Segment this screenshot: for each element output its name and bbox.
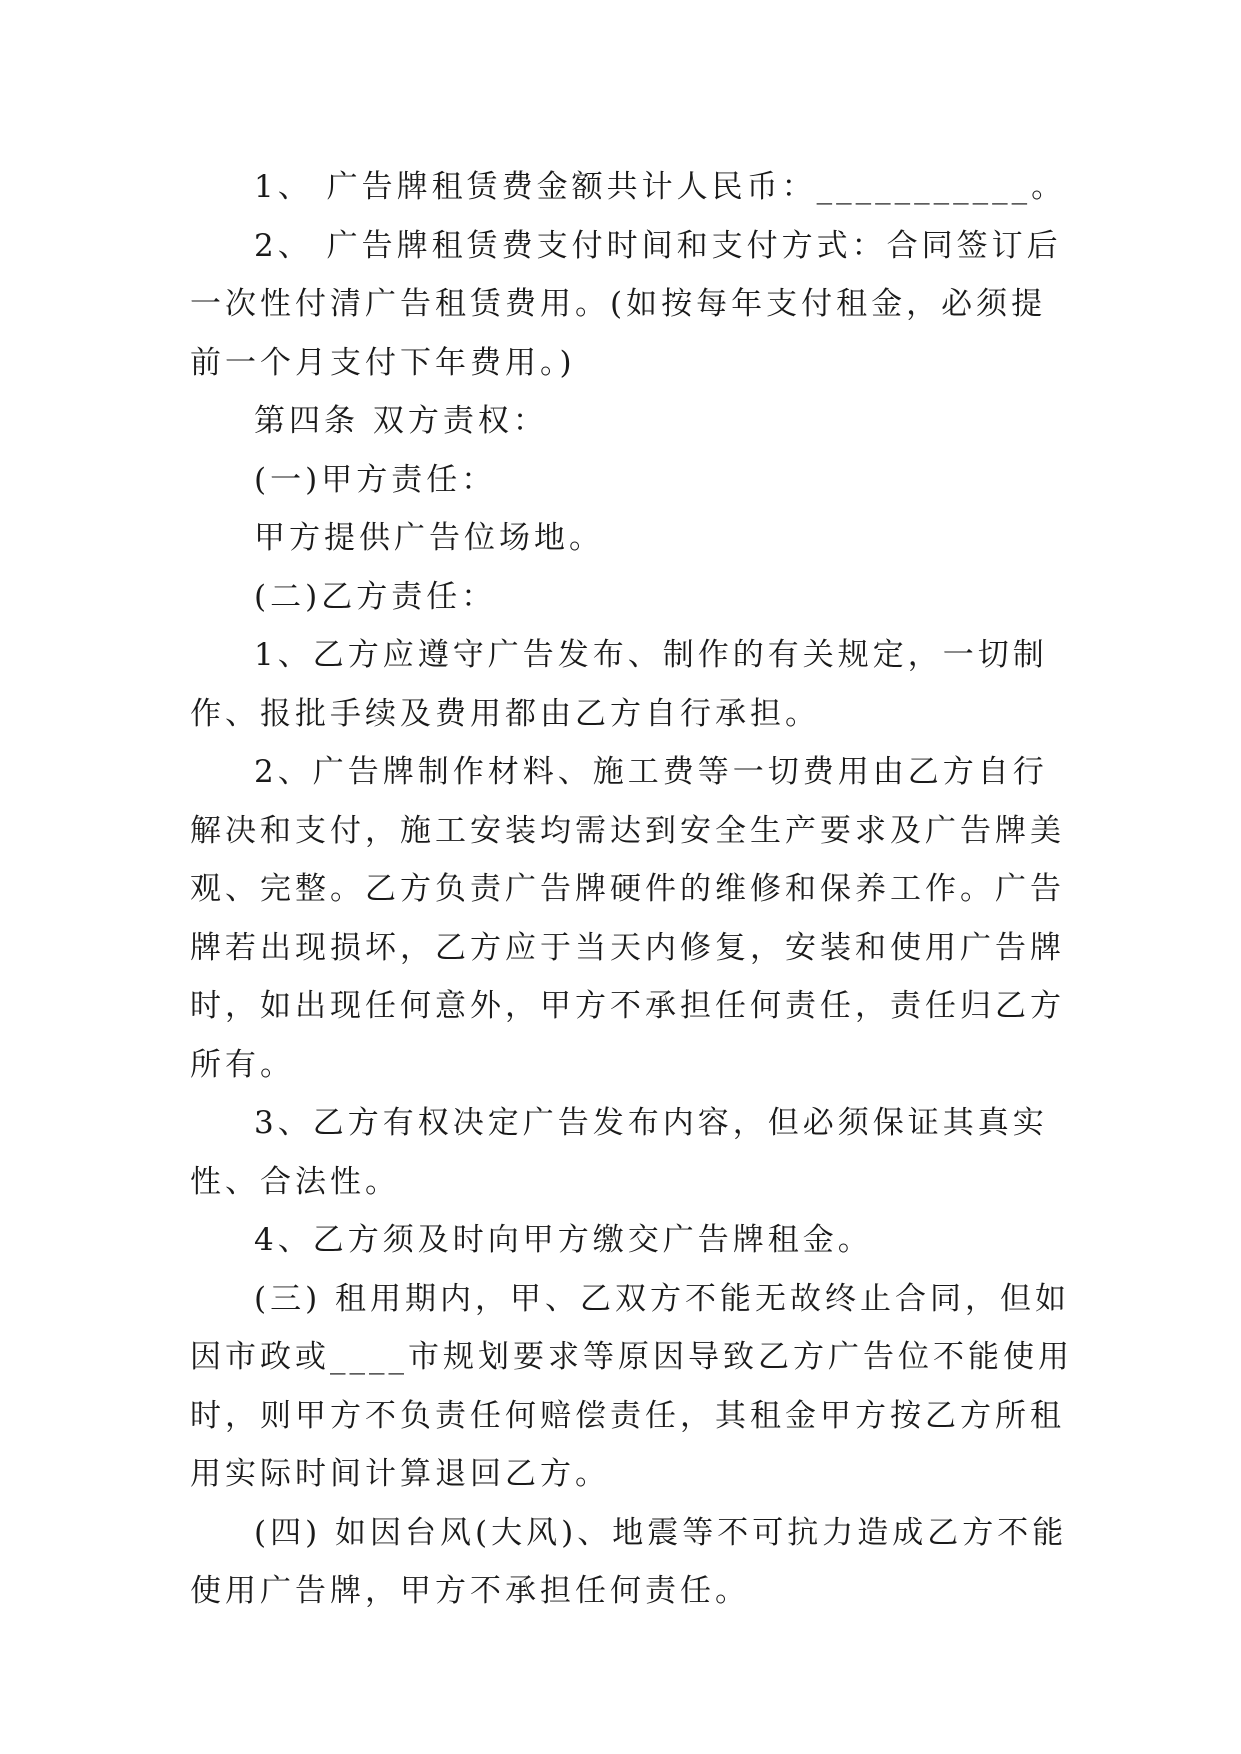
subsection-party-a: (一)甲方责任： [254, 461, 497, 498]
paragraph-force-majeure: (四) 如因台风(大风)、地震等不可抗力造成乙方不能使用广告牌，甲方不承担任何责任。 [190, 1514, 1068, 1609]
paragraph-party-b-item-2: 2、广告牌制作材料、施工费等一切费用由乙方自行解决和支付，施工安装均需达到安全生产要求及广告牌美观、完整。乙方负责广告牌硬件的维修和保养工作。广告牌若出现损坏，乙方应于当天内修复，安装和使用广告牌时，如出现任何意外，甲方不承担任何责任，责任归乙方所有。 [190, 754, 1065, 1083]
paragraph-party-a-duty: 甲方提供广告位场地。 [254, 520, 604, 556]
subsection-party-b: (二)乙方责任： [254, 578, 497, 615]
paragraph-fee-amount: 1、 广告牌租赁费金额共计人民币：___________。 [254, 169, 1067, 205]
paragraph-termination: (三) 租用期内，甲、乙双方不能无故终止合同，但如因市政或____市规划要求等原因导致乙方广告位不能使用时，则甲方不负责任何赔偿责任，其租金甲方按乙方所租用实际时间计算退回乙方。 [190, 1280, 1073, 1492]
paragraph-party-b-item-3: 3、乙方有权决定广告发布内容，但必须保证其真实性、合法性。 [190, 1105, 1048, 1200]
section-heading-article-four: 第四条 双方责权： [254, 403, 548, 439]
paragraph-party-b-item-4: 4、乙方须及时向甲方缴交广告牌租金。 [254, 1222, 873, 1258]
document-body [190, 158, 1080, 1621]
paragraph-party-b-item-1: 1、乙方应遵守广告发布、制作的有关规定，一切制作、报批手续及费用都由乙方自行承担。 [190, 637, 1048, 732]
paragraph-payment-terms: 2、 广告牌租赁费支付时间和支付方式：合同签订后一次性付清广告租赁费用。(如按每年支付租金，必须提前一个月支付下年费用。) [190, 227, 1062, 381]
